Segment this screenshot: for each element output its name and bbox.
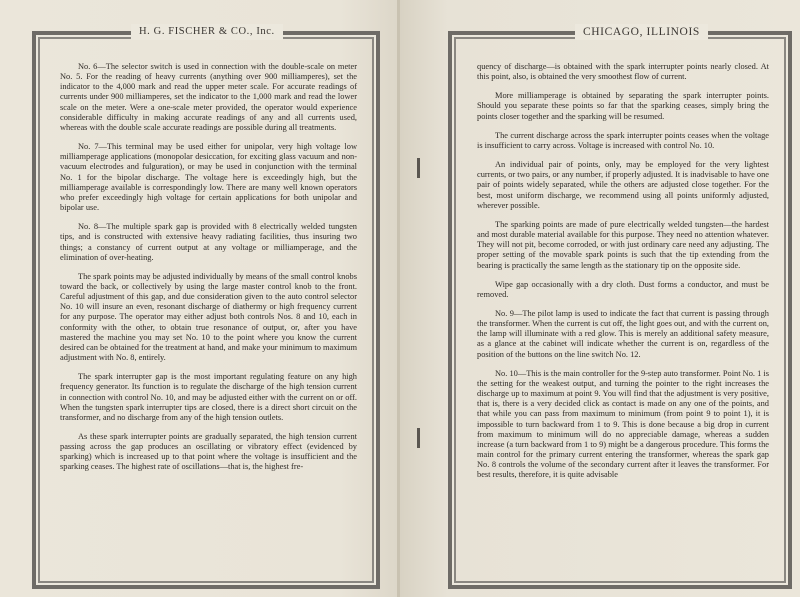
paragraph-tungsten-points: The sparking points are made of pure electrically welded tungsten—the hardest and most durable material available for this purpose. They need no attention whatever. They will not pit, become corroded, or with just ordinary care need any adjusting. The proper setting of the movable spark points is such that the tip extending from the bearing is practically the same length as the stationary tip on the opposite side. bbox=[477, 219, 769, 270]
binding-staple-bottom bbox=[417, 428, 420, 448]
left-page-header: H. G. FISCHER & CO., Inc. bbox=[131, 24, 283, 40]
right-page-header: CHICAGO, ILLINOIS bbox=[575, 24, 708, 40]
paragraph-no-8: No. 8—The multiple spark gap is provided with 8 electrically welded tungsten tips, and is constructed with extensive heavy radiating facilities, thus insuring two things; a constancy of current output at any voltage or milliamperage, and the elimination of over-heating. bbox=[60, 222, 357, 262]
paragraph-no-6: No. 6—The selector switch is used in connection with the double-scale on meter No. 5. For the reading of heavy currents (anything over 900 milliamperes), set the indicator to the 4,000 mark and read the upper meter scale. For accurate readings of currents under 900 milliamperes, set the indicator to the 1,000 mark and read the lower scale on the meter. Were a one-scale meter provided, the operator would experience considerable difficulty in making accurate readings of any and all currents used, whereas with the double scale accurate readings are possible during all treatments. bbox=[60, 62, 357, 132]
paragraph-continuation: quency of discharge—is obtained with the spark interrupter points nearly closed. At this point, also, is obtained the very smoothest flow of current. bbox=[477, 62, 769, 82]
right-page-body bbox=[477, 62, 769, 489]
paragraph-wipe-gap: Wipe gap occasionally with a dry cloth. Dust forms a conductor, and must be removed. bbox=[477, 279, 769, 299]
paragraph-spark-points: The spark points may be adjusted individually by means of the small control knobs toward the back, or collectively by using the large master control knob to the front. Careful adjustment of this gap, and due consideration given to the auto control selector No. 10 will insure an even, resonant discharge of diathermy or high frequency current for any purpose. The operator may either adjust both controls Nos. 8 and 10, each in conformity with the other, to obtain true resonance of output, or, after you have mastered the machine you may set No. 10 to the point where you know the current desired can be obtained for the treatment at hand, and make your minimum to maximum adjustment with No. 8, entirely. bbox=[60, 271, 357, 363]
paragraph-no-10: No. 10—This is the main controller for the 9-step auto transformer. Point No. 1 is the setting for the weakest output, and turning the pointer to the right increases the discharge up to maximum at point 9. You will find that the adjustment is very positive, that is, there is a very decided click as contact is made on any one of the points, and that while you can pass from maximum to minimum (from point 9 to point 1), it is impossible to turn backward from 1 to 9. This is done because a big drop in current from maximum to minimum will do no appreciable damage, whereas a sudden increase (a turn backward from 1 to 9) might be a dangerous procedure. This forms the main control for the primary current entering the transformer, whereas the spark gap No. 8 controls the volume of the secondary current after it leaves the transformer. For best results, therefore, it is quite advisable bbox=[477, 368, 769, 480]
right-page bbox=[400, 0, 800, 597]
paragraph-current-discharge: The current discharge across the spark interrupter points ceases when the voltage is insufficient to carry across. Voltage is increased with control No. 10. bbox=[477, 130, 769, 150]
paragraph-oscillations: As these spark interrupter points are gradually separated, the high tension current passing across the gap produces an oscillating or vibratory effect (evidenced by sparking) which is increased up to that point where the voltage is insufficient and the sparking ceases. The highest rate of oscillations—that is, the highest fre- bbox=[60, 432, 357, 472]
paragraph-no-9: No. 9—The pilot lamp is used to indicate the fact that current is passing through the transformer. When the current is cut off, the light goes out, and with the current on, the lamp will illuminate with a red glow. This is merely an additional safety measure, as a glance at the cabinet will indicate whether the current is on, regardless of the position of the buttons on the line switch No. 12. bbox=[477, 308, 769, 359]
paragraph-spark-interrupter-gap: The spark interrupter gap is the most important regulating feature on any high frequency generator. Its function is to regulate the discharge of the high tension current in connection with control No. 10, and may be adjusted either with the current on or off. When the tungsten spark interrupter tips are closed, there is a direct short circuit on the transformer, and no discharge from any of the high tension outlets. bbox=[60, 372, 357, 422]
paragraph-no-7: No. 7—This terminal may be used either for unipolar, very high voltage low milliamperage applications (monopolar desiccation, for exciting glass vacuum and non-vacuum electrodes and fulguration), or may be used in conjunction with the terminal No. 1 for the bipolar discharge. The voltage here is exceedingly high, but the milliamperage available is correspondingly low. There are many well known operators who prefer exceedingly high voltage for certain applications for both unipolar and bipolar use. bbox=[60, 142, 357, 213]
paragraph-individual-points: An individual pair of points, only, may be employed for the very lightest currents, or two pairs, or any number, if properly adjusted. It is inadvisable to have one pair of points widely separated, while the others are adjusted close together. For the best, most uniform discharge, we recommend using all points uniformly adjusted, wherever possible. bbox=[477, 160, 769, 210]
paragraph-milliamperage: More milliamperage is obtained by separating the spark interrupter points. Should you separate these points so far that the sparking ceases, simply bring the points closer together and the sparking will be resumed. bbox=[477, 91, 769, 121]
binding-staple-top bbox=[417, 158, 420, 178]
left-page-body bbox=[60, 62, 357, 482]
